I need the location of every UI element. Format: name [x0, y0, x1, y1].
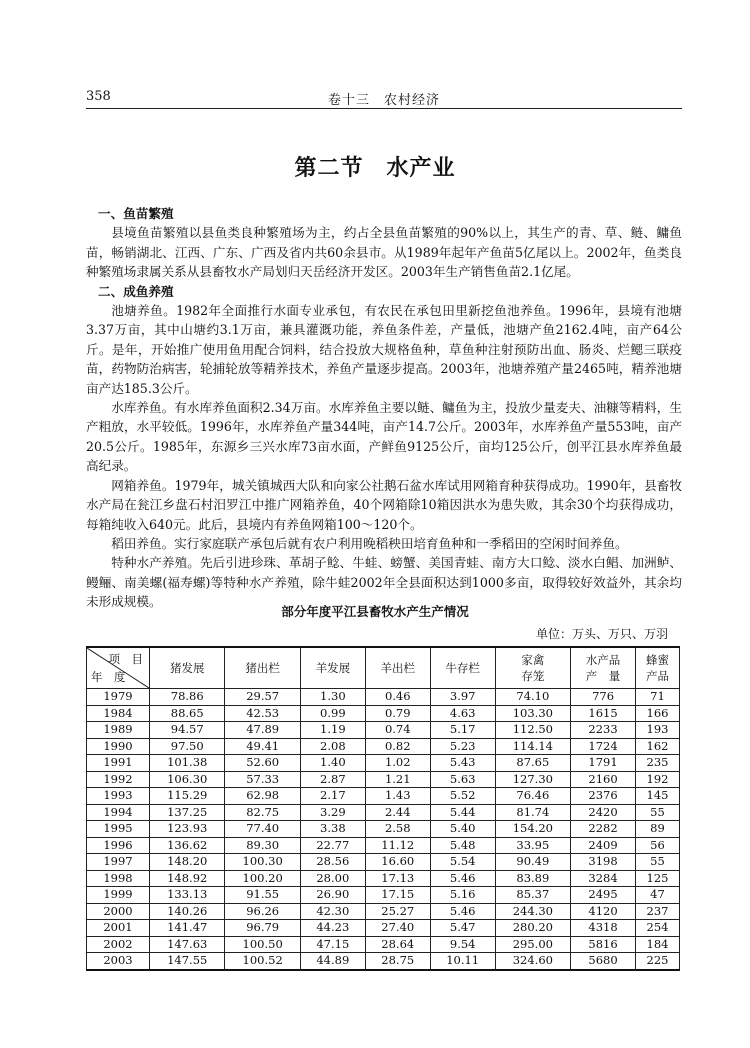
- value-cell: 2.87: [300, 771, 365, 788]
- year-cell: 2001: [87, 920, 150, 937]
- table-row: [87, 870, 680, 887]
- value-cell: 4120: [571, 903, 636, 920]
- value-cell: 776: [571, 689, 636, 706]
- value-cell: 10.11: [430, 953, 495, 970]
- value-cell: 106.30: [150, 771, 225, 788]
- value-cell: 125: [636, 870, 680, 887]
- paragraph: 稻田养鱼。实行家庭联产承包后就有农户利用晚稻秧田培育鱼种和一季稻田的空闲时间养鱼。: [111, 535, 628, 551]
- column-header: 家禽 存笼: [495, 647, 570, 689]
- value-cell: 140.26: [150, 903, 225, 920]
- year-cell: 2003: [87, 953, 150, 970]
- value-cell: 5.23: [430, 738, 495, 755]
- production-table: [86, 646, 680, 971]
- value-cell: 193: [636, 722, 680, 739]
- value-cell: 0.46: [365, 689, 430, 706]
- column-header: 水产品 产 量: [571, 647, 636, 689]
- value-cell: 1791: [571, 755, 636, 772]
- value-cell: 82.75: [225, 804, 300, 821]
- year-cell: 1989: [87, 722, 150, 739]
- value-cell: 1.43: [365, 788, 430, 805]
- value-cell: 2495: [571, 887, 636, 904]
- value-cell: 123.93: [150, 821, 225, 838]
- value-cell: 184: [636, 936, 680, 953]
- value-cell: 25.27: [365, 903, 430, 920]
- value-cell: 71: [636, 689, 680, 706]
- value-cell: 52.60: [225, 755, 300, 772]
- value-cell: 137.25: [150, 804, 225, 821]
- year-cell: 1994: [87, 804, 150, 821]
- table-row: [87, 771, 680, 788]
- value-cell: 5.17: [430, 722, 495, 739]
- value-cell: 57.33: [225, 771, 300, 788]
- year-cell: 1997: [87, 854, 150, 871]
- value-cell: 2.08: [300, 738, 365, 755]
- value-cell: 87.65: [495, 755, 570, 772]
- corner-year-label: 年 度: [91, 670, 126, 684]
- value-cell: 235: [636, 755, 680, 772]
- value-cell: 3.29: [300, 804, 365, 821]
- year-cell: 2000: [87, 903, 150, 920]
- value-cell: 47: [636, 887, 680, 904]
- value-cell: 33.95: [495, 837, 570, 854]
- value-cell: 89.30: [225, 837, 300, 854]
- value-cell: 3198: [571, 854, 636, 871]
- year-cell: 1984: [87, 705, 150, 722]
- value-cell: 28.56: [300, 854, 365, 871]
- value-cell: 192: [636, 771, 680, 788]
- corner-header: [87, 647, 150, 689]
- value-cell: 16.60: [365, 854, 430, 871]
- year-cell: 1993: [87, 788, 150, 805]
- year-cell: 1995: [87, 821, 150, 838]
- paragraph: 水库养鱼。有水库养鱼面积2.34万亩。水库养鱼主要以鲢、鳙鱼为主，投放少量麦夫、油糠等精料，生产粗放，水平较低。1996年，水库养鱼产量344吨，亩产14.7公斤。2003年，水库养鱼产量553吨，亩产20.5公斤。1985年，东源乡三兴水库73亩水面，产鲜鱼9125公斤，亩均125公斤，创平江县水库养鱼最高纪录。: [86, 400, 682, 474]
- paragraph: 网箱养鱼。1979年，城关镇城西大队和向家公社鹅石盆水库试用网箱育种获得成功。1990年，县畜牧水产局在瓮江乡盘石村汨罗江中推广网箱养鱼，40个网箱除10箱因洪水为患失败，其余30个均获得成功，每箱纯收入640元。此后，县境内有养鱼网箱100～120个。: [86, 477, 682, 532]
- value-cell: 5.47: [430, 920, 495, 937]
- table-row: [87, 854, 680, 871]
- value-cell: 5.46: [430, 903, 495, 920]
- value-cell: 55: [636, 854, 680, 871]
- value-cell: 47.89: [225, 722, 300, 739]
- table-row: [87, 953, 680, 970]
- value-cell: 115.29: [150, 788, 225, 805]
- value-cell: 4318: [571, 920, 636, 937]
- value-cell: 324.60: [495, 953, 570, 970]
- value-cell: 42.53: [225, 705, 300, 722]
- value-cell: 100.30: [225, 854, 300, 871]
- value-cell: 28.75: [365, 953, 430, 970]
- table-body: [87, 689, 680, 970]
- value-cell: 62.98: [225, 788, 300, 805]
- value-cell: 100.52: [225, 953, 300, 970]
- column-header: 蜂蜜 产品: [636, 647, 680, 689]
- value-cell: 2282: [571, 821, 636, 838]
- value-cell: 1615: [571, 705, 636, 722]
- value-cell: 127.30: [495, 771, 570, 788]
- value-cell: 85.37: [495, 887, 570, 904]
- table-row: [87, 936, 680, 953]
- value-cell: 2.44: [365, 804, 430, 821]
- value-cell: 114.14: [495, 738, 570, 755]
- year-cell: 1998: [87, 870, 150, 887]
- value-cell: 1.21: [365, 771, 430, 788]
- value-cell: 3.38: [300, 821, 365, 838]
- value-cell: 22.77: [300, 837, 365, 854]
- year-cell: 1990: [87, 738, 150, 755]
- running-header: [86, 86, 682, 109]
- table-header-row: [87, 647, 680, 689]
- value-cell: 0.74: [365, 722, 430, 739]
- year-cell: 2002: [87, 936, 150, 953]
- value-cell: 166: [636, 705, 680, 722]
- table-row: [87, 738, 680, 755]
- column-header: 牛存栏: [430, 647, 495, 689]
- value-cell: 5816: [571, 936, 636, 953]
- value-cell: 136.62: [150, 837, 225, 854]
- value-cell: 78.86: [150, 689, 225, 706]
- paragraph: 池塘养鱼。1982年全面推行水面专业承包，有农民在承包田里新挖鱼池养鱼。1996年，县境有池塘3.37万亩，其中山塘约3.1万亩，兼具灌溉功能，养鱼条件差，产量低，池塘产鱼2162.4吨，亩产64公斤。是年，开始推广使用鱼用配合饲料，结合投放大规格鱼种，草鱼种注射预防出血、肠炎、烂鳃三联疫苗，药物防治病害，轮捕轮放等精养技术，养鱼产量逐步提高。2003年，池塘养殖产量2465吨，精养池塘亩产达185.3公斤。: [86, 303, 682, 396]
- value-cell: 2420: [571, 804, 636, 821]
- value-cell: 280.20: [495, 920, 570, 937]
- table-row: [87, 903, 680, 920]
- value-cell: 1724: [571, 738, 636, 755]
- value-cell: 2160: [571, 771, 636, 788]
- table-row: [87, 755, 680, 772]
- value-cell: 5.40: [430, 821, 495, 838]
- table-row: [87, 788, 680, 805]
- value-cell: 28.00: [300, 870, 365, 887]
- value-cell: 154.20: [495, 821, 570, 838]
- value-cell: 2233: [571, 722, 636, 739]
- value-cell: 133.13: [150, 887, 225, 904]
- value-cell: 0.82: [365, 738, 430, 755]
- value-cell: 2409: [571, 837, 636, 854]
- value-cell: 47.15: [300, 936, 365, 953]
- value-cell: 147.55: [150, 953, 225, 970]
- year-cell: 1991: [87, 755, 150, 772]
- value-cell: 28.64: [365, 936, 430, 953]
- value-cell: 0.79: [365, 705, 430, 722]
- value-cell: 5680: [571, 953, 636, 970]
- value-cell: 5.63: [430, 771, 495, 788]
- table-row: [87, 804, 680, 821]
- value-cell: 2.58: [365, 821, 430, 838]
- value-cell: 11.12: [365, 837, 430, 854]
- value-cell: 77.40: [225, 821, 300, 838]
- value-cell: 2.17: [300, 788, 365, 805]
- value-cell: 89: [636, 821, 680, 838]
- value-cell: 145: [636, 788, 680, 805]
- value-cell: 44.23: [300, 920, 365, 937]
- value-cell: 5.44: [430, 804, 495, 821]
- value-cell: 74.10: [495, 689, 570, 706]
- value-cell: 101.38: [150, 755, 225, 772]
- table-row: [87, 705, 680, 722]
- value-cell: 3284: [571, 870, 636, 887]
- value-cell: 1.40: [300, 755, 365, 772]
- value-cell: 3.97: [430, 689, 495, 706]
- value-cell: 29.57: [225, 689, 300, 706]
- value-cell: 148.92: [150, 870, 225, 887]
- value-cell: 100.20: [225, 870, 300, 887]
- value-cell: 81.74: [495, 804, 570, 821]
- value-cell: 4.63: [430, 705, 495, 722]
- year-cell: 1996: [87, 837, 150, 854]
- corner-item-label: 项 目: [108, 652, 143, 666]
- value-cell: 76.46: [495, 788, 570, 805]
- value-cell: 148.20: [150, 854, 225, 871]
- value-cell: 27.40: [365, 920, 430, 937]
- value-cell: 5.48: [430, 837, 495, 854]
- value-cell: 83.89: [495, 870, 570, 887]
- column-header: 猪出栏: [225, 647, 300, 689]
- value-cell: 0.99: [300, 705, 365, 722]
- value-cell: 1.19: [300, 722, 365, 739]
- value-cell: 44.89: [300, 953, 365, 970]
- value-cell: 96.26: [225, 903, 300, 920]
- value-cell: 49.41: [225, 738, 300, 755]
- value-cell: 5.43: [430, 755, 495, 772]
- table-title: 部分年度平江县畜牧水产生产情况: [281, 604, 469, 619]
- table-unit: 单位：万头、万只、万羽: [535, 627, 668, 641]
- value-cell: 225: [636, 953, 680, 970]
- column-header: 羊出栏: [365, 647, 430, 689]
- value-cell: 56: [636, 837, 680, 854]
- value-cell: 141.47: [150, 920, 225, 937]
- value-cell: 2376: [571, 788, 636, 805]
- value-cell: 91.55: [225, 887, 300, 904]
- value-cell: 26.90: [300, 887, 365, 904]
- value-cell: 244.30: [495, 903, 570, 920]
- paragraph: 特种水产养殖。先后引进珍珠、革胡子鲶、牛蛙、螃蟹、美国青蛙、南方大口鲶、淡水白鲳、加洲鲈、鳗鲡、南美螺(福寿螺)等特种水产养殖，除牛蛙2002年全县面积达到1000多亩，取得较好效益外，其余均未形成规模。: [86, 555, 682, 610]
- table-row: [87, 887, 680, 904]
- page-number: 358: [86, 89, 111, 104]
- value-cell: 94.57: [150, 722, 225, 739]
- section-heading: 一、鱼苗繁殖: [98, 206, 174, 221]
- value-cell: 42.30: [300, 903, 365, 920]
- value-cell: 100.50: [225, 936, 300, 953]
- volume-title: 卷十三 农村经济: [327, 93, 440, 108]
- table-row: [87, 920, 680, 937]
- value-cell: 17.15: [365, 887, 430, 904]
- value-cell: 5.46: [430, 870, 495, 887]
- value-cell: 17.13: [365, 870, 430, 887]
- year-cell: 1979: [87, 689, 150, 706]
- value-cell: 103.30: [495, 705, 570, 722]
- value-cell: 162: [636, 738, 680, 755]
- value-cell: 96.79: [225, 920, 300, 937]
- table-row: [87, 722, 680, 739]
- table-row: [87, 837, 680, 854]
- value-cell: 97.50: [150, 738, 225, 755]
- value-cell: 88.65: [150, 705, 225, 722]
- body-text: [86, 204, 682, 612]
- value-cell: 112.50: [495, 722, 570, 739]
- column-header: 羊发展: [300, 647, 365, 689]
- value-cell: 1.02: [365, 755, 430, 772]
- value-cell: 147.63: [150, 936, 225, 953]
- value-cell: 9.54: [430, 936, 495, 953]
- column-header: 猪发展: [150, 647, 225, 689]
- year-cell: 1999: [87, 887, 150, 904]
- value-cell: 5.54: [430, 854, 495, 871]
- section-title: 第二节 水产业: [294, 156, 456, 181]
- value-cell: 5.16: [430, 887, 495, 904]
- table-row: [87, 689, 680, 706]
- value-cell: 237: [636, 903, 680, 920]
- paragraph: 县境鱼苗繁殖以县鱼类良种繁殖场为主，约占全县鱼苗繁殖的90%以上，其生产的青、草、鲢、鳙鱼苗，畅销湖北、江西、广东、广西及省内共60余县市。从1989年起年产鱼苗5亿尾以上。2002年，鱼类良种繁殖场隶属关系从县畜牧水产局划归天岳经济开发区。2003年生产销售鱼苗2.1亿尾。: [86, 225, 682, 280]
- value-cell: 5.52: [430, 788, 495, 805]
- section-heading: 二、成鱼养殖: [98, 283, 174, 299]
- table-row: [87, 821, 680, 838]
- value-cell: 254: [636, 920, 680, 937]
- value-cell: 55: [636, 804, 680, 821]
- year-cell: 1992: [87, 771, 150, 788]
- value-cell: 295.00: [495, 936, 570, 953]
- value-cell: 1.30: [300, 689, 365, 706]
- value-cell: 90.49: [495, 854, 570, 871]
